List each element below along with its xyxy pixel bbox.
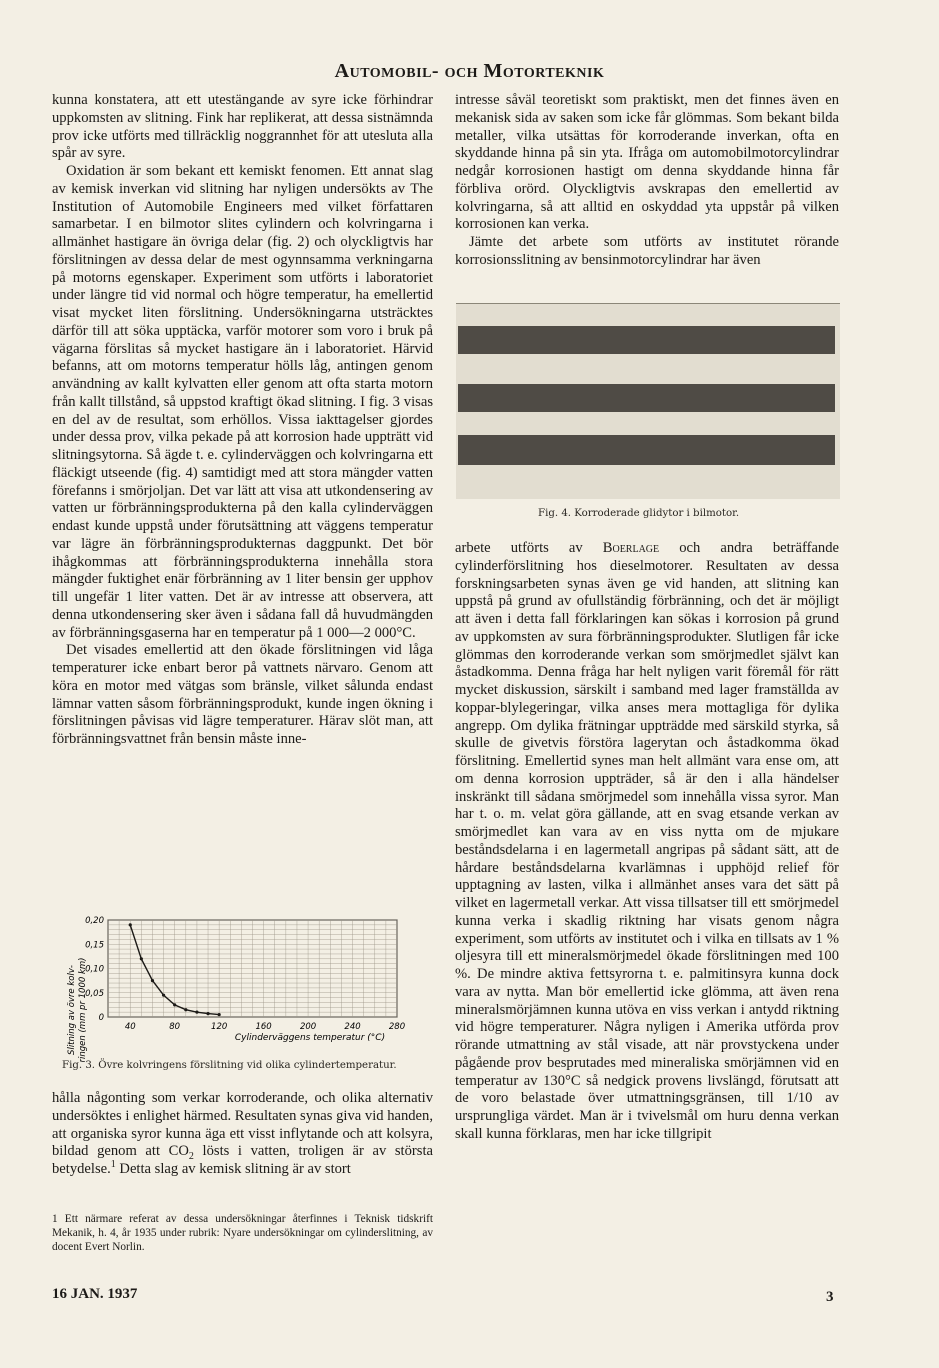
y-tick-label: 0,15 — [85, 940, 104, 951]
left-column — [52, 92, 433, 749]
x-tick-label: 240 — [344, 1022, 361, 1032]
y-tick-label: 0,05 — [85, 988, 104, 999]
x-tick-label: 280 — [388, 1022, 406, 1032]
x-axis-label: Cylinderväggens temperatur (°C) — [234, 1033, 386, 1043]
wear-temperature-chart — [52, 912, 433, 1062]
y-tick-label: 0 — [98, 1013, 104, 1023]
footnote: 1 Ett närmare referat av dessa undersökningar återfinnes i Teknisk tidskrift Mekanik, h. 4, år 1935 under rubrik: Nyare undersökningar om cylinderslitning, av docent Evert Norlin. — [52, 1213, 433, 1253]
y-tick-label: 0,20 — [85, 916, 104, 926]
right-column — [455, 92, 839, 270]
x-tick-label: 80 — [169, 1022, 181, 1032]
paragraph: hålla någonting som verkar korroderande, och olika alternativ undersöktes i enlighet härmed. Resultaten synas giva vid handen, att organiska syror kunna äga ett visst inflytande och att kolsyra, bildad genom att $CO_2$ lösts i vatten, troligen är av största betydelse.$^1$ Detta slag av kemisk slitning är av stort — [52, 1090, 433, 1177]
figure-3-chart — [52, 912, 433, 1082]
figure-3-caption: Fig. 3. Övre kolvringens förslitning vid olika cylindertemperatur. — [62, 1060, 397, 1071]
left-column-continued — [52, 1090, 433, 1179]
paragraph: intresse såväl teoretiskt som praktiskt, men det finnes även en mekanisk sida av saken som icke får glömmas. Som bekant bilda metaller, vilka utsättas för korroderande inverkan, ofta en skyddande hinna på sin yta. Ifråga om automobilmotorcylindrar nedgår korrosionen hastigt om denna skyddande hinna får förbliva orörd. Olyckligtvis avskrapas den emellertid av kolvringarna, så att alltid en oskyddad yta uppstår på vilken korrosionen kan verka. — [455, 92, 839, 233]
cylinder-band — [458, 384, 835, 412]
figure-4-caption: Fig. 4. Korroderade glidytor i bilmotor. — [538, 508, 740, 519]
paragraph: Det visades emellertid att den ökade förslitningen vid låga temperaturer icke enbart beror på vattnets närvaro. Genom att köra en motor med vätgas som bränsle, vilket sålunda endast lämnar vatten såsom förbränningsprodukt, kunde ingen ökning i förslitningen påvisas vid lägre temperaturer. Härav slöt man, att förbränningsvattnet från bensin måste inne- — [52, 642, 433, 747]
paragraph: Oxidation är som bekant ett kemiskt fenomen. Ett annat slag av kemisk inverkan vid slitning har nyligen undersökts av The Institution of Automobile Engineers med vilket författaren samarbetar. I en bilmotor slites cylindern och kolvringarna i allmänhet hastigare än övriga delar (fig. 2) och olyckligtvis har förslitningen av dessa delar de mest ogynnsamma verkningarna på motorns egenskaper. Experiment som utförts i laboratoriet under längre tid vid normal och högre temperatur, ha emellertid visat mycket liten förslitning. Undersökningarna utsträcktes därför till att söka upptäcka, varför motorer som voro i bruk på vägarna förslitas så mycket hastigare än i laboratoriet. Härvid befanns, att om motorns temperatur hölls låg, antingen genom användning av kallt kylvatten eller genom att ofta starta motorn från kallt tillstånd, så uppstod kraftigt ökad slitning. I fig. 3 visas en del av de resultat, som erhöllos. Vissa iakttagelser gjordes under dessa prov, vilka pekade på att korrosion hade uppträtt vid slitningsytorna. Så ägde t. e. cylinderväggen och kolvringarna ett fläckigt utseende (fig. 4) samtidigt med att stora mängder vatten förefanns i smörjoljan. Det var lätt att visa att utkondensering av vatten ur förbränningsprodukterna på den kalla cylinderväggen endast kunde uppstå under förutsättning att väggens temperatur var lägre än förbränningsprodukternas daggpunkt. Det bör ihågkommas att förbränningsprodukterna innehålla stora mängder fuktighet enär förbränning av 1 liter bensin ger upphov till ungefär 1 liter vatten. Det är av intresse att observera, att denna utkondensering sker även i sådana fall då huvudmängden av förbränningsgaserna har en temperatur på 1 000—2 000°C. — [52, 163, 433, 641]
page-number: 3 — [826, 1289, 834, 1305]
y-axis-label-line2: ringen (mm pr 1000 km) — [78, 957, 88, 1062]
right-column-continued — [455, 540, 839, 1144]
x-tick-label: 160 — [255, 1022, 272, 1032]
cylinder-band — [458, 435, 835, 465]
paragraph: Jämte det arbete som utförts av institutet rörande korrosionsslitning av bensinmotorcylindrar har även — [455, 234, 839, 268]
figure-4-photo — [456, 303, 840, 499]
issue-date: 16 JAN. 1937 — [52, 1286, 138, 1302]
paragraph: arbete utförts av Boerlage och andra beträffande cylinderförslitning hos dieselmotorer. Resultaten av dessa forskningsarbeten synas även ge vid handen, att slitning kan uppstå på grund av ofullständig förbränning, och det är möjligt att även i detta fall förklaringen kan sökas i korrosion på grund av uppkomsten av sura förbränningsprodukter. Slutligen får icke glömmas den korroderande verkan som smörjmedlet självt kan åstadkomma. Denna fråga har helt nyligen varit föremål för rätt mycket diskussion, särskilt i samband med lager framställda av koppar-blylegeringar, vilka anses mera mottagliga för dylika angrepp. Om dylika frätningar uppträdde med särskild styrka, så skulle de givetvis förstöra lagerytan och åstadkomma ökad förslitning. Emellertid synes man helt allmänt vara ense om, att om denna korrosion uppträder, så är den i alla händelser inskränkt till sådana smörjmedel som innehålla vissa syror. Man har t. o. m. velat göra gällande, att en svag etsande verkan av smörjmedlet kan vara av en viss nytta om de mjukare beståndsdelarna i en lagermetall angripas på sådant sätt, att de hårdare beståndsdelarna kvarlämnas i upphöjd relief för upptagning av lasten, vilka i allmänhet anses vara det sätt på vilket en lagermetall verkar. Att vissa tillsatser till ett smörjmedel kunna verka i skadlig riktning har visats genom några experiment, som utförts av institutet och i vilka en tillsats av 1 % oljesyra till ett mineralsmörjmedel ökade förslitningen med 100 %. De mindre aktiva fettsyrorna t. e. palmitinsyra kunna dock vara av nytta. Man bör emellertid icke glömma, att även rena mineralsmörjämnen kunna utöva en viss verkan i antydd riktning vid högre temperaturer. Några nyligen i Amerika utförda prov rörande utmattning av stål visade, att när provstyckena under pågående prov besprutades med mineraliska smörjämnen vid en temperatur av 130°C så nedgick provens livslängd, förutsatt att de voro belastade över utmattningsgränsen, till 1/10 av ursprungliga värdet. Man är i tvivelsmål om huru denna verkan skall kunna förklaras, men har icke tillgripit — [455, 540, 839, 1142]
page-header: Automobil- och Motorteknik — [334, 60, 605, 82]
x-tick-label: 200 — [299, 1022, 317, 1032]
cylinder-band — [458, 326, 835, 354]
paragraph: kunna konstatera, att ett utestängande av syre icke förhindrar uppkomsten av slitning. Fink har replikerat, att dessa sistnämnda prov icke utförts med tillräcklig noggrannhet för att utesluta alla spår av syre. — [52, 92, 433, 162]
y-axis-label-line1: Slitning av övre kolv- — [67, 965, 77, 1055]
y-tick-label: 0,10 — [85, 964, 104, 975]
x-tick-label: 40 — [124, 1022, 136, 1032]
x-tick-label: 120 — [211, 1022, 228, 1032]
